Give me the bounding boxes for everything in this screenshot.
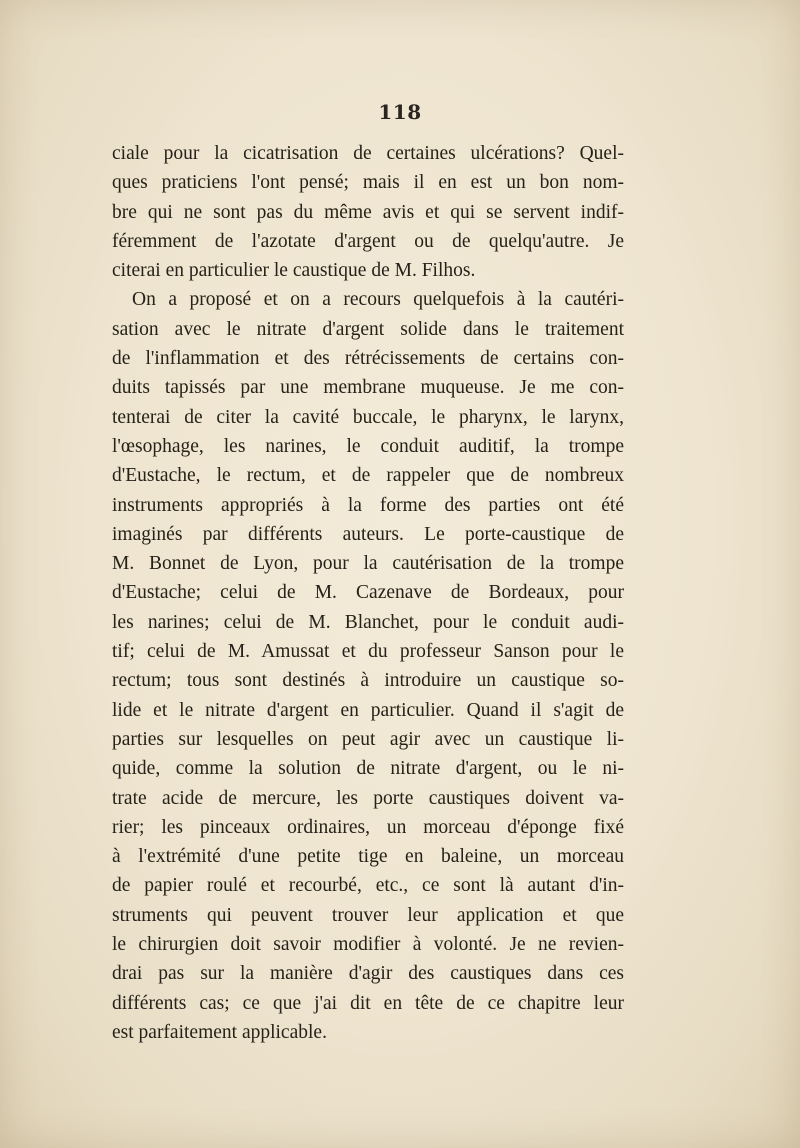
text-line: différents cas; ce que j'ai dit en tête de ce chapitre leur	[112, 992, 624, 1014]
text-line: tenterai de citer la cavité buccale, le pharynx, le larynx,	[112, 406, 624, 428]
text-line: de papier roulé et recourbé, etc., ce sont là autant d'in-	[112, 875, 624, 897]
paragraph-start-line: On a proposé et on a recours quelquefois à la cautéri-	[132, 289, 624, 311]
text-line: ciale pour la cicatrisation de certaines ulcérations? Quel-	[112, 143, 624, 164]
text-line: rier; les pinceaux ordinaires, un morceau d'éponge fixé	[112, 816, 624, 838]
text-line: bre qui ne sont pas du même avis et qui se servent indif-	[112, 201, 624, 223]
text-line: parties sur lesquelles on peut agir avec un caustique li-	[112, 728, 624, 750]
text-line: les narines; celui de M. Blanchet, pour le conduit audi-	[112, 611, 624, 633]
text-line: M. Bonnet de Lyon, pour la cautérisation de la trompe	[112, 553, 624, 575]
text-line: est parfaitement applicable.	[112, 1021, 327, 1043]
text-line: instruments appropriés à la forme des parties ont été	[112, 494, 624, 516]
body-text	[112, 139, 624, 1047]
text-line: l'œsophage, les narines, le conduit auditif, la trompe	[112, 435, 624, 457]
text-line: rectum; tous sont destinés à introduire un caustique so-	[112, 670, 624, 692]
text-line: à l'extrémité d'une petite tige en baleine, un morceau	[112, 846, 624, 868]
text-line: le chirurgien doit savoir modifier à volonté. Je ne revien-	[112, 934, 624, 956]
text-line: lide et le nitrate d'argent en particulier. Quand il s'agit de	[112, 699, 624, 721]
page-number: 118	[378, 100, 422, 124]
text-line: struments qui peuvent trouver leur application et que	[112, 904, 624, 926]
text-line: drai pas sur la manière d'agir des caustiques dans ces	[112, 963, 624, 985]
text-line: duits tapissés par une membrane muqueuse. Je me con-	[112, 377, 624, 399]
text-line: d'Eustache; celui de M. Cazenave de Bordeaux, pour	[112, 582, 624, 604]
text-line: tif; celui de M. Amussat et du professeur Sanson pour le	[112, 641, 624, 663]
text-line: de l'inflammation et des rétrécissements de certains con-	[112, 348, 624, 370]
text-line: d'Eustache, le rectum, et de rappeler que de nombreux	[112, 465, 624, 487]
text-line: trate acide de mercure, les porte caustiques doivent va-	[112, 787, 624, 809]
text-line: féremment de l'azotate d'argent ou de quelqu'autre. Je	[112, 230, 624, 252]
text-line: ques praticiens l'ont pensé; mais il en est un bon nom-	[112, 172, 624, 194]
text-line: quide, comme la solution de nitrate d'argent, ou le ni-	[112, 758, 624, 780]
text-line: citerai en particulier le caustique de M. Filhos.	[112, 260, 476, 282]
text-line: sation avec le nitrate d'argent solide dans le traitement	[112, 318, 624, 340]
text-line: imaginés par différents auteurs. Le porte-caustique de	[112, 523, 624, 545]
